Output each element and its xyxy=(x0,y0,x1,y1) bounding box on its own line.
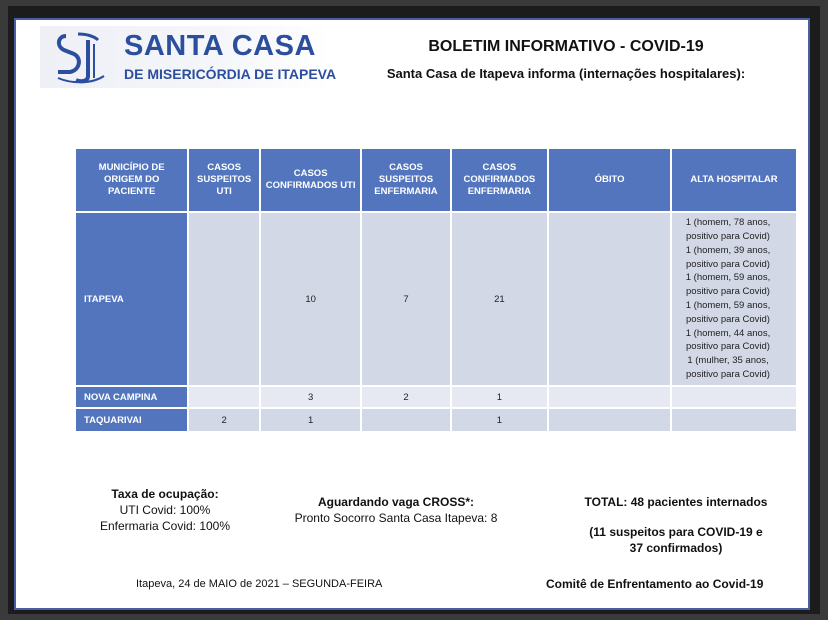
alta-hospitalar-cell xyxy=(672,213,796,385)
hospitalizations-table xyxy=(74,147,798,433)
bulletin-subtitle: Santa Casa de Itapeva informa (internações hospitalares): xyxy=(386,66,746,81)
total-breakdown-line2: 37 confirmados) xyxy=(629,541,723,555)
alta-line: 1 (homem, 39 anos, xyxy=(685,244,771,256)
suspeitos-uti-cell: 2 xyxy=(189,409,259,431)
table-row xyxy=(76,387,796,407)
suspeitos-uti-cell xyxy=(189,213,259,385)
confirmados-uti-cell: 3 xyxy=(261,387,360,407)
obito-cell xyxy=(549,387,670,407)
hospital-logo xyxy=(40,26,337,88)
table-header-row xyxy=(76,149,796,211)
municipio-cell: NOVA CAMPINA xyxy=(76,387,187,407)
confirmados-uti-cell: 10 xyxy=(261,213,360,385)
logo-subtitle: DE MISERICÓRDIA DE ITAPEVA xyxy=(124,66,337,82)
suspeitos-uti-cell xyxy=(189,387,259,407)
occupancy-uti: UTI Covid: 100% xyxy=(119,503,211,517)
occupancy-rate-block xyxy=(80,486,250,534)
awaiting-cross-block xyxy=(278,494,514,526)
header-confirmados-enfermaria: CASOS CONFIRMADOS ENFERMARIA xyxy=(452,149,547,211)
header-municipio: MUNICÍPIO DE ORIGEM DO PACIENTE xyxy=(76,149,187,211)
obito-cell xyxy=(549,213,670,385)
confirmados-enfermaria-cell: 21 xyxy=(452,213,547,385)
header-suspeitos-enfermaria: CASOS SUSPEITOS ENFERMARIA xyxy=(362,149,449,211)
total-breakdown-line1: (11 suspeitos para COVID-19 e xyxy=(589,525,763,539)
confirmados-uti-cell: 1 xyxy=(261,409,360,431)
alta-line: positivo para Covid) xyxy=(686,231,770,243)
bulletin-slide xyxy=(14,18,810,610)
obito-cell xyxy=(549,409,670,431)
side-note-area xyxy=(28,132,80,472)
header-alta-hospitalar: ALTA HOSPITALAR xyxy=(672,149,796,211)
header-suspeitos-uti: CASOS SUSPEITOS UTI xyxy=(189,149,259,211)
municipio-cell: TAQUARIVAI xyxy=(76,409,187,431)
municipio-cell: ITAPEVA xyxy=(76,213,187,385)
confirmados-enfermaria-cell: 1 xyxy=(452,387,547,407)
alta-line: positivo para Covid) xyxy=(686,368,770,380)
alta-line: positivo para Covid) xyxy=(686,258,770,270)
alta-line: positivo para Covid) xyxy=(686,341,770,353)
awaiting-value: Pronto Socorro Santa Casa Itapeva: 8 xyxy=(294,511,498,525)
suspeitos-enfermaria-cell: 7 xyxy=(362,213,449,385)
alta-line: 1 (homem, 78 anos, xyxy=(685,217,771,229)
awaiting-heading: Aguardando vaga CROSS*: xyxy=(317,495,475,509)
santa-casa-logo-icon xyxy=(52,30,106,84)
total-block xyxy=(556,494,796,556)
table-row xyxy=(76,213,796,385)
bulletin-date: Itapeva, 24 de MAIO de 2021 – SEGUNDA-FEIRA xyxy=(136,578,383,590)
alta-line: positivo para Covid) xyxy=(686,313,770,325)
total-line: TOTAL: 48 pacientes internados xyxy=(584,495,768,509)
alta-line: 1 (homem, 59 anos, xyxy=(685,300,771,311)
header-obito: ÓBITO xyxy=(549,149,670,211)
logo-title: SANTA CASA xyxy=(124,30,316,62)
alta-line: 1 (mulher, 35 anos, xyxy=(687,355,769,367)
occupancy-heading: Taxa de ocupação: xyxy=(111,487,219,501)
alta-line: positivo para Covid) xyxy=(686,286,770,298)
alta-hospitalar-cell xyxy=(672,409,796,431)
alta-hospitalar-cell xyxy=(672,387,796,407)
occupancy-enfermaria: Enfermaria Covid: 100% xyxy=(99,519,231,533)
suspeitos-enfermaria-cell: 2 xyxy=(362,387,449,407)
suspeitos-enfermaria-cell xyxy=(362,409,449,431)
header-confirmados-uti: CASOS CONFIRMADOS UTI xyxy=(261,149,360,211)
alta-line: 1 (homem, 59 anos, xyxy=(685,272,771,284)
alta-line: 1 (homem, 44 anos, xyxy=(685,327,771,339)
confirmados-enfermaria-cell: 1 xyxy=(452,409,547,431)
table-row xyxy=(76,409,796,431)
committee-signature: Comitê de Enfrentamento ao Covid-19 xyxy=(546,577,764,591)
bulletin-title: BOLETIM INFORMATIVO - COVID-19 xyxy=(428,38,704,55)
